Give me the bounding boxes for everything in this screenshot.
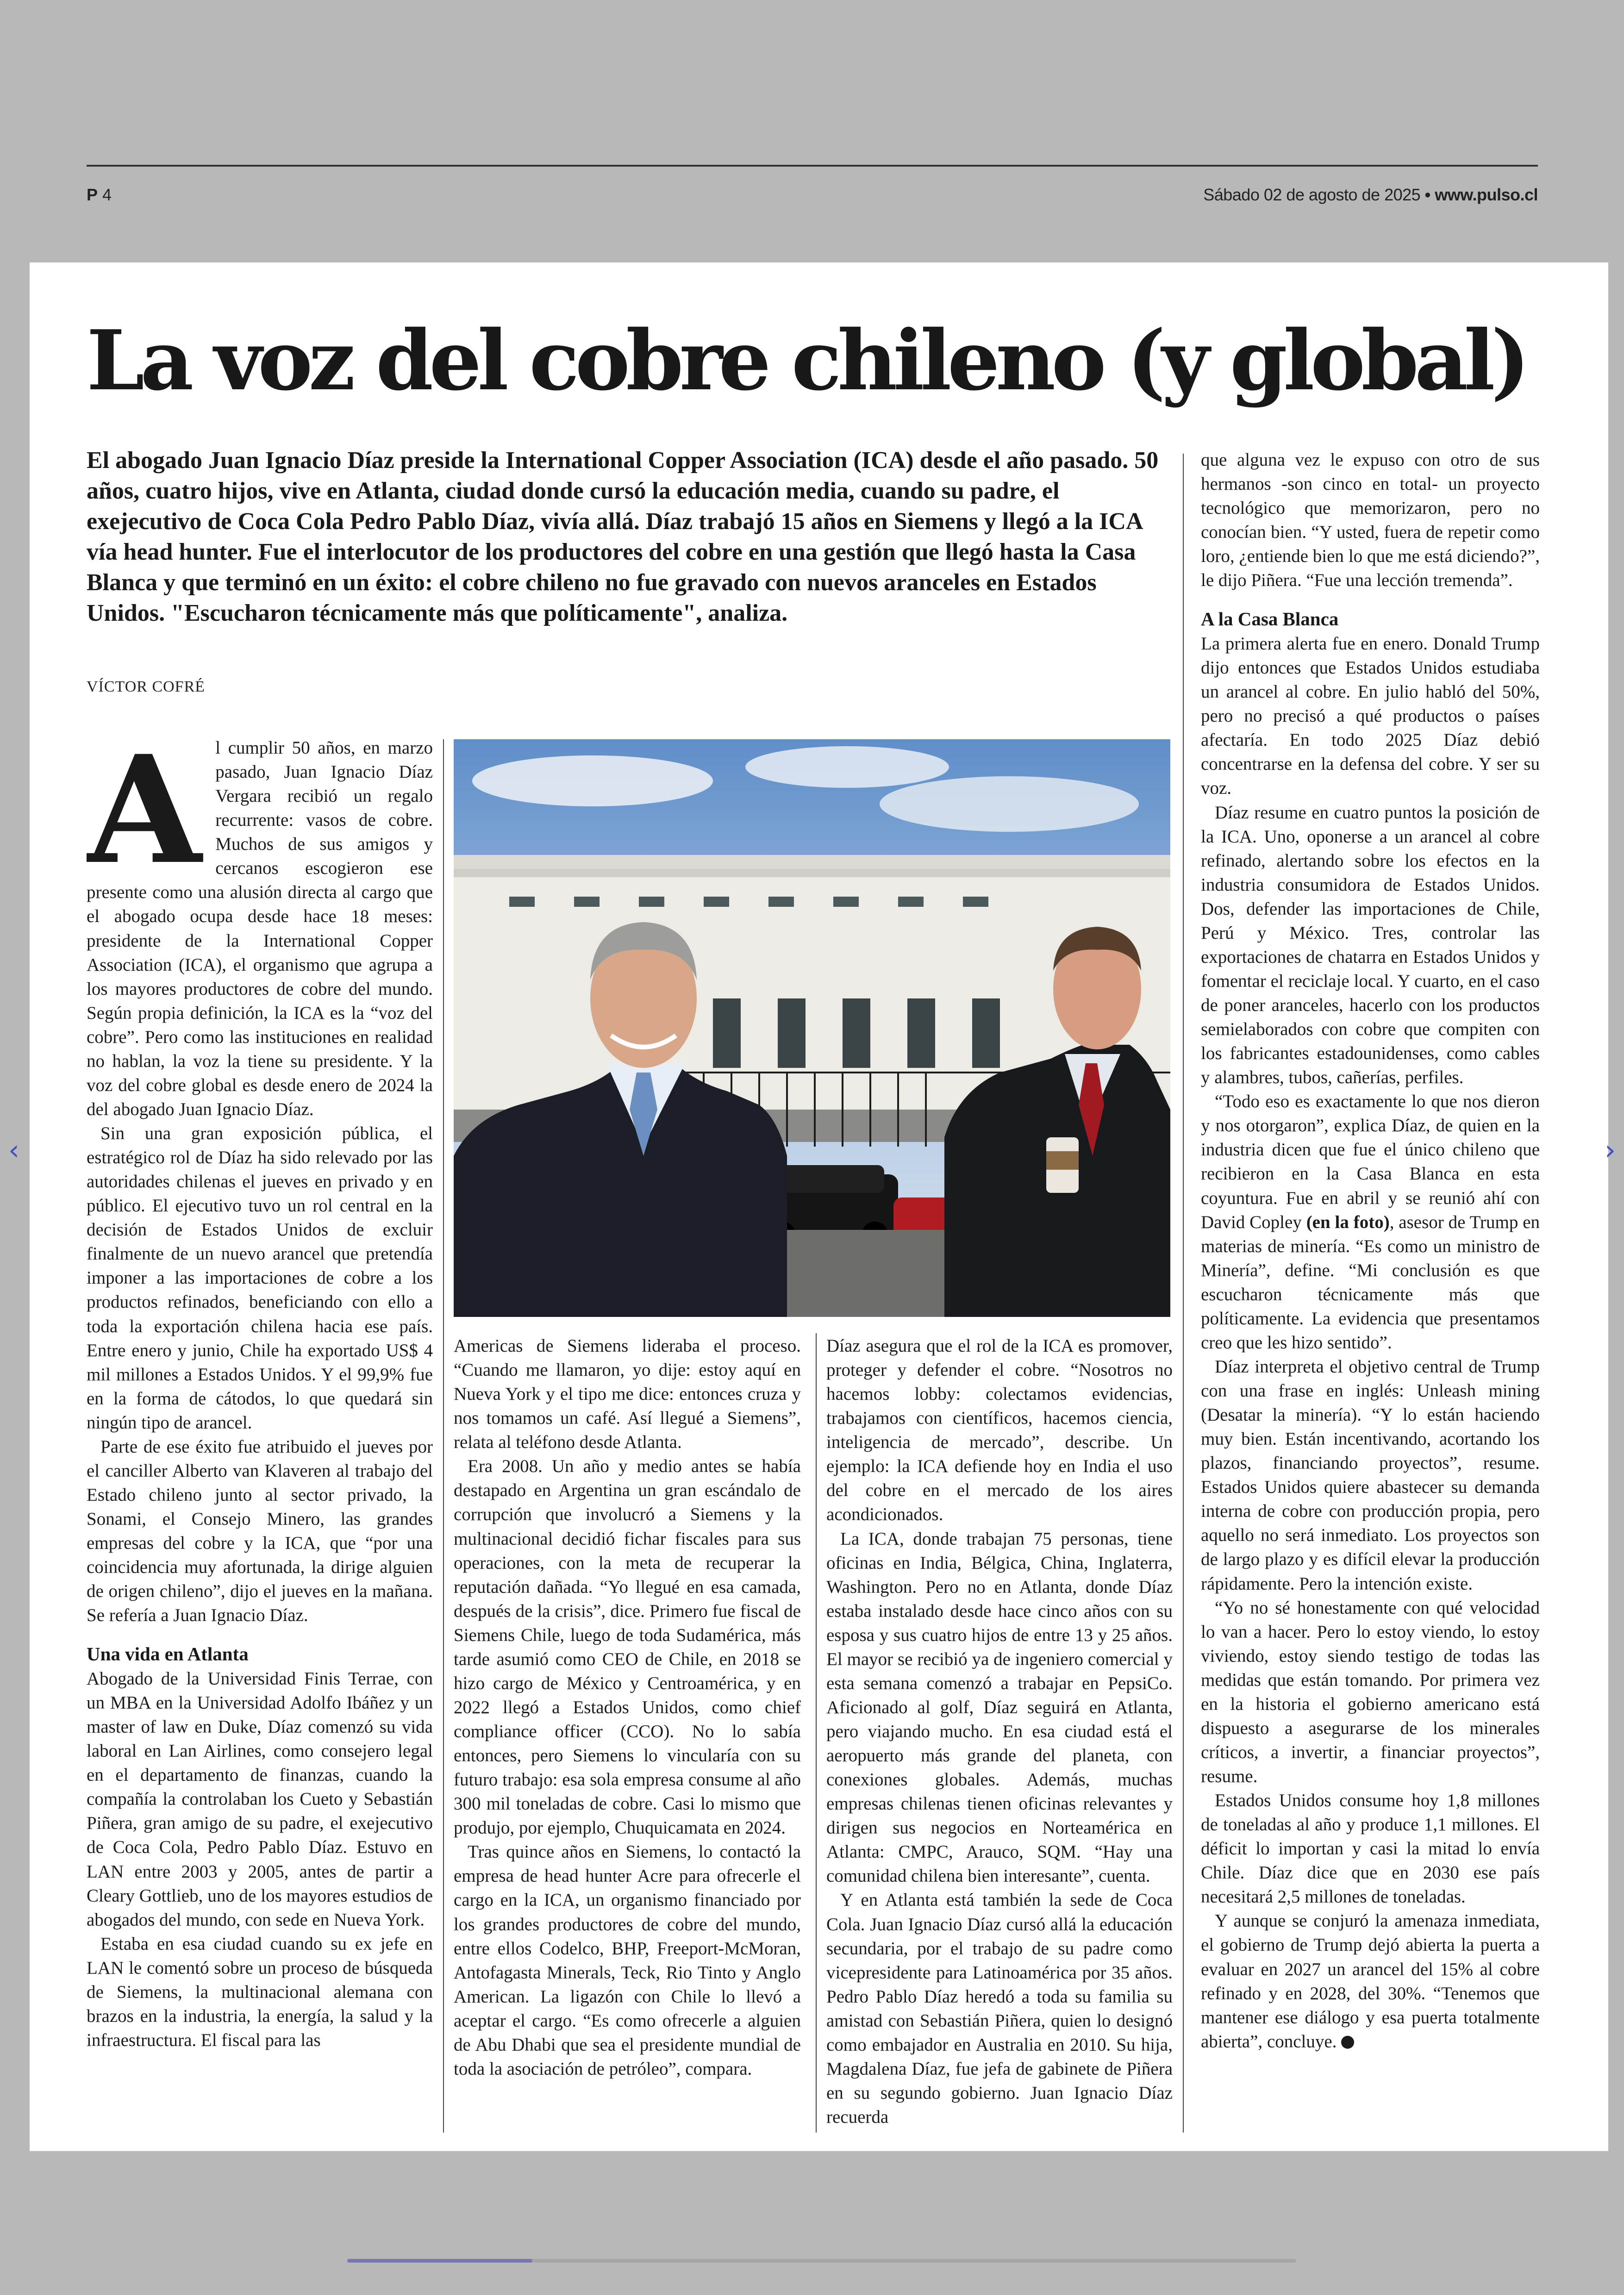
page-number: P 4 [87,185,112,204]
article-paragraph: que alguna vez le expuso con otro de sus hermanos -son cinco en total- un proyecto tecnológico que memorizaron, pero no conocían bien. “Y usted, fuera de repetir como loro, ¿entiende bien lo que me está diciendo?”, le dijo Piñera. “Fue una lección tremenda”. [1201,450,1540,591]
article-paragraph: “Yo no sé honestamente con qué velocidad lo van a hacer. Pero lo estoy viendo, lo estoy viviendo, estoy siendo testigo de todas las medidas que están tomando. Por primera vez en la historia el gobierno americano está dispuesto a asegurarse de los minerales críticos, a invertir, a financiar proyectos”, resume. [1201,1597,1540,1787]
article-column-1 [87,736,433,2052]
article-title: La voz del cobre chileno (y global) [87,312,1526,409]
photo-reference: (en la foto) [1306,1212,1390,1232]
section-heading: Una vida en Atlanta [87,1643,249,1665]
header-rule [87,165,1538,167]
article-paragraph: La primera alerta fue en enero. Donald Trump dijo entonces que Estados Unidos estudiaba un arancel al cobre. En julio habló del 50%, pero no precisó a qué productos o países afectaría. En todo 2025 Díaz debió concentrarse en la defensa del cobre. Y ser su voz. [1201,634,1540,798]
article-paragraph: Era 2008. Un año y medio antes se había destapado en Argentina un gran escándalo de corrupción que involucró a Siemens y la multinacional decidió fichar fiscales para sus operaciones, con la meta de recuperar la reputación dañada. “Yo llegué en esa camada, después de la crisis”, dice. Primero fue fiscal de Siemens Chile, luego de toda Sudamérica, más tarde asumió como CEO de Chile, en 2018 se hizo cargo de México y Centroamérica, y en 2022 llegó a Estados Unidos, como chief compliance officer (CCO). No lo sabía entonces, pero Siemens lo vincularía con su futuro trabajo: esa sola empresa consume al año 300 mil toneladas de cobre. Casi lo mismo que produjo, por ejemplo, Chuquicamata en 2024. [454,1456,801,1838]
article-lead: El abogado Juan Ignacio Díaz preside la International Copper Association (ICA) desde el año pasado. 50 años, cuatro hijos, vive en Atlanta, ciudad donde cursó la educación media, cuando su padre, el exejecutivo de Coca Cola Pedro Pablo Díaz, vivía allá. Díaz trabajó 15 años en Siemens y llegó a la ICA vía head hunter. Fue el interlocutor de los productores del cobre en una gestión que llegó hasta la Casa Blanca y que terminó en un éxito: el cobre chileno no fue gravado con nuevos aranceles en Estados Unidos. "Escucharon técnicamente más que políticamente", analiza. [87,447,1159,627]
article-paragraph: Y en Atlanta está también la sede de Coca Cola. Juan Ignacio Díaz cursó allá la educación secundaria, por el trabajo de su padre como vicepresidente para Latinoamérica por 35 años. Pedro Pablo Díaz heredó a toda su familia su amistad con Sebastián Piñera, quien lo designó como embajador en Australia en 2010. Su hija, Magdalena Díaz, fue jefa de gabinete de Piñera en su segundo gobierno. Juan Ignacio Díaz recuerda [826,1890,1173,2127]
article-column-4 [1201,448,1540,2054]
article-paragraph: Al cumplir 50 años, en marzo pasado, Juan Ignacio Díaz Vergara recibió un regalo recurrente: vasos de cobre. Muchos de sus amigos y cercanos escogieron ese presente como una alusión directa al cargo que el abogado ocupa desde hace 18 meses: presidente de la International Copper Association (ICA), el organismo que agrupa a los mayores productores de cobre del mundo. Según propia definición, la ICA es la “voz del cobre”. Pero como las instituciones en realidad no hablan, la voz la tiene su presidente. Y la voz del cobre global es desde enero de 2024 la del abogado Juan Ignacio Díaz. [87,736,433,1119]
article-paragraph: Abogado de la Universidad Finis Terrae, con un MBA en la Universidad Adolfo Ibáñez y un master of law en Duke, Díaz comenzó su vida laboral en Lan Airlines, como consejero legal en el departamento de finanzas, cuando la compañía la controlaban los Cueto y Sebastián Piñera, gran amigo de su padre, el exejecutivo de Coca Cola, Pedro Pablo Díaz. Estuvo en LAN entre 2003 y 2005, antes de partir a Cleary Gottlieb, uno de los mayores estudios de abogados del mundo, con sede en Nueva York. [87,1669,433,1930]
section-heading: A la Casa Blanca [1201,608,1339,630]
column-divider [816,1333,817,2133]
end-mark-icon [1341,2036,1354,2049]
article-paragraph: Y aunque se conjuró la amenaza inmediata, el gobierno de Trump dejó abierta la puerta a evaluar en 2027 un arancel del 15% al cobre refinado y en 2028, del 30%. “Tenemos que mantener ese diálogo y esa puerta totalmente abierta”, concluye. [1201,1911,1540,2052]
article-paragraph: Tras quince años en Siemens, lo contactó la empresa de head hunter Acre para ofrecerle el cargo en la ICA, un organismo financiado por los grandes productores de cobre del mundo, entre ellos Codelco, BHP, Freeport-McMoran, Antofagasta Minerals, Teck, Rio Tinto y Anglo American. La ligazón con Chile lo llevó a aceptar el cargo. “Es como ofrecerle a alguien de Abu Dhabi que sea el presidente mundial de toda la asociación de petróleo”, compara. [454,1842,801,2079]
page-scrollbar-thumb[interactable] [347,2259,532,2263]
column-divider [1183,454,1184,2133]
page-date: Sábado 02 de agosto de 2025 • www.pulso.cl [1203,185,1538,204]
article-paragraph: Díaz resume en cuatro puntos la posición de la ICA. Uno, oponerse a un arancel al cobre refinado, alertando sobre los efectos en la industria consumidora de Estados Unidos. Dos, defender las importaciones de Chile, Perú y México. Tres, controlar las exportaciones de chatarra en Estados Unidos y fomentar el reciclaje local. Y cuarto, en el caso de poner aranceles, hacerlo con los productos semielaborados con cobre que compiten con los fabricantes estadounidenses, como cables y alambres, tubos, cañerías, perfiles. [1201,802,1540,1088]
article-paragraph: Estaba en esa ciudad cuando su ex jefe en LAN le comentó sobre un proceso de búsqueda de Siemens, la multinacional alemana con brazos en la industria, la energía, la salud y la infraestructura. El fiscal para las [87,1933,433,2050]
article-column-3 [826,1334,1173,2129]
column-divider [443,739,444,2133]
article-paragraph: Parte de ese éxito fue atribuido el jueves por el canciller Alberto van Klaveren al trabajo del Estado chileno junto al sector privado, la Sonami, el Consejo Minero, las grandes empresas del cobre y la ICA, que “por una coincidencia muy afortunada, la dirige alguien de origen chileno”, dijo el jueves en la mañana. Se refería a Juan Ignacio Díaz. [87,1436,433,1626]
chevron-left-icon[interactable]: ‹ [8,1134,19,1166]
article-paragraph: Díaz asegura que el rol de la ICA es promover, proteger y defender el cobre. “Nosotros no hacemos lobby: colectamos evidencias, trabajamos con científicos, hacemos ciencia, inteligencia de mercado”, describe. Un ejemplo: la ICA defiende hoy en India el uso del cobre en el mercado de los aires acondicionados. [826,1336,1173,1525]
article-paragraph: La ICA, donde trabajan 75 personas, tiene oficinas en India, Bélgica, China, Inglaterra, Washington. Pero no en Atlanta, donde Díaz estaba instalado desde hace cinco años con su esposa y sus cuatro hijos de entre 13 y 25 años. El mayor se recibió ya de ingeniero comercial y esta semana comenzó a trabajar en PepsiCo. Aficionado al golf, Díaz seguirá en Atlanta, pero viajando mucho. En esa ciudad está el aeropuerto más grande del planeta, con conexiones globales. Además, muchas empresas chilenas tienen oficinas relevantes y dirigen sus negocios en Norteamérica en Atlanta: CMPC, Arauco, SQM. “Hay una comunidad chilena bien interesante”, cuenta. [826,1528,1173,1886]
article-byline: VÍCTOR COFRÉ [87,678,206,695]
article-column-2 [454,1334,801,2081]
site-link[interactable]: www.pulso.cl [1435,185,1538,204]
drop-cap: A [87,736,202,897]
article-photo [454,739,1170,1317]
article-paragraph: Sin una gran exposición pública, el estratégico rol de Díaz ha sido relevado por las autoridades chilenas el jueves en privado y en público. El ejecutivo tuvo un rol central en la decisión de Estados Unidos de excluir finalmente de un nuevo arancel que pretendía imponer a las importaciones de cobre a los productos refinados, beneficiando con ello a toda la exportación chilena hacia ese país. Entre enero y junio, Chile ha exportado US$ 4 mil millones a Estados Unidos. Y el 99,9% fue en la forma de cátodos, lo que quedará sin ningún tipo de arancel. [87,1123,433,1433]
article-paragraph: Díaz interpreta el objetivo central de Trump con una frase en inglés: Unleash mining (Desatar la minería). “Y lo están haciendo muy bien. Están incentivando, acortando los plazos, financiando proyectos”, resume. Estados Unidos quiere abastecer su demanda interna de cobre con producción propia, pero aquello no será inmediato. Los proyectos son de largo plazo y es difícil elevar la producción rápidamente. Pero la intención existe. [1201,1356,1540,1594]
photo-white-house-two-men [454,739,1170,1317]
article-paragraph: Americas de Siemens lideraba el proceso. “Cuando me llamaron, yo dije: estoy aquí en Nueva York y el tipo me dice: entonces cruza y nos tomamos un café. Así llegué a Siemens”, relata al teléfono desde Atlanta. [454,1336,801,1453]
article-paragraph: Estados Unidos consume hoy 1,8 millones de toneladas al año y produce 1,1 millones. El déficit lo importan y casi la mitad lo envía Chile. Díaz dice que en 2030 ese país necesitará 2,5 millones de toneladas. [1201,1790,1540,1907]
chevron-right-icon[interactable]: › [1605,1134,1616,1166]
article-paragraph: “Todo eso es exactamente lo que nos dieron y nos otorgaron”, explica Díaz, de quien en la industria dicen que fue el único chileno que recibieron en la Casa Blanca en esta coyuntura. Fue en abril y se reunió ahí con David Copley (en la foto), asesor de Trump en materias de minería. “Es como un ministro de Minería”, define. “Mi conclusión es que escucharon técnicamente más que políticamente. La evidencia que presentamos creo que les hizo sentido”. [1201,1091,1540,1353]
